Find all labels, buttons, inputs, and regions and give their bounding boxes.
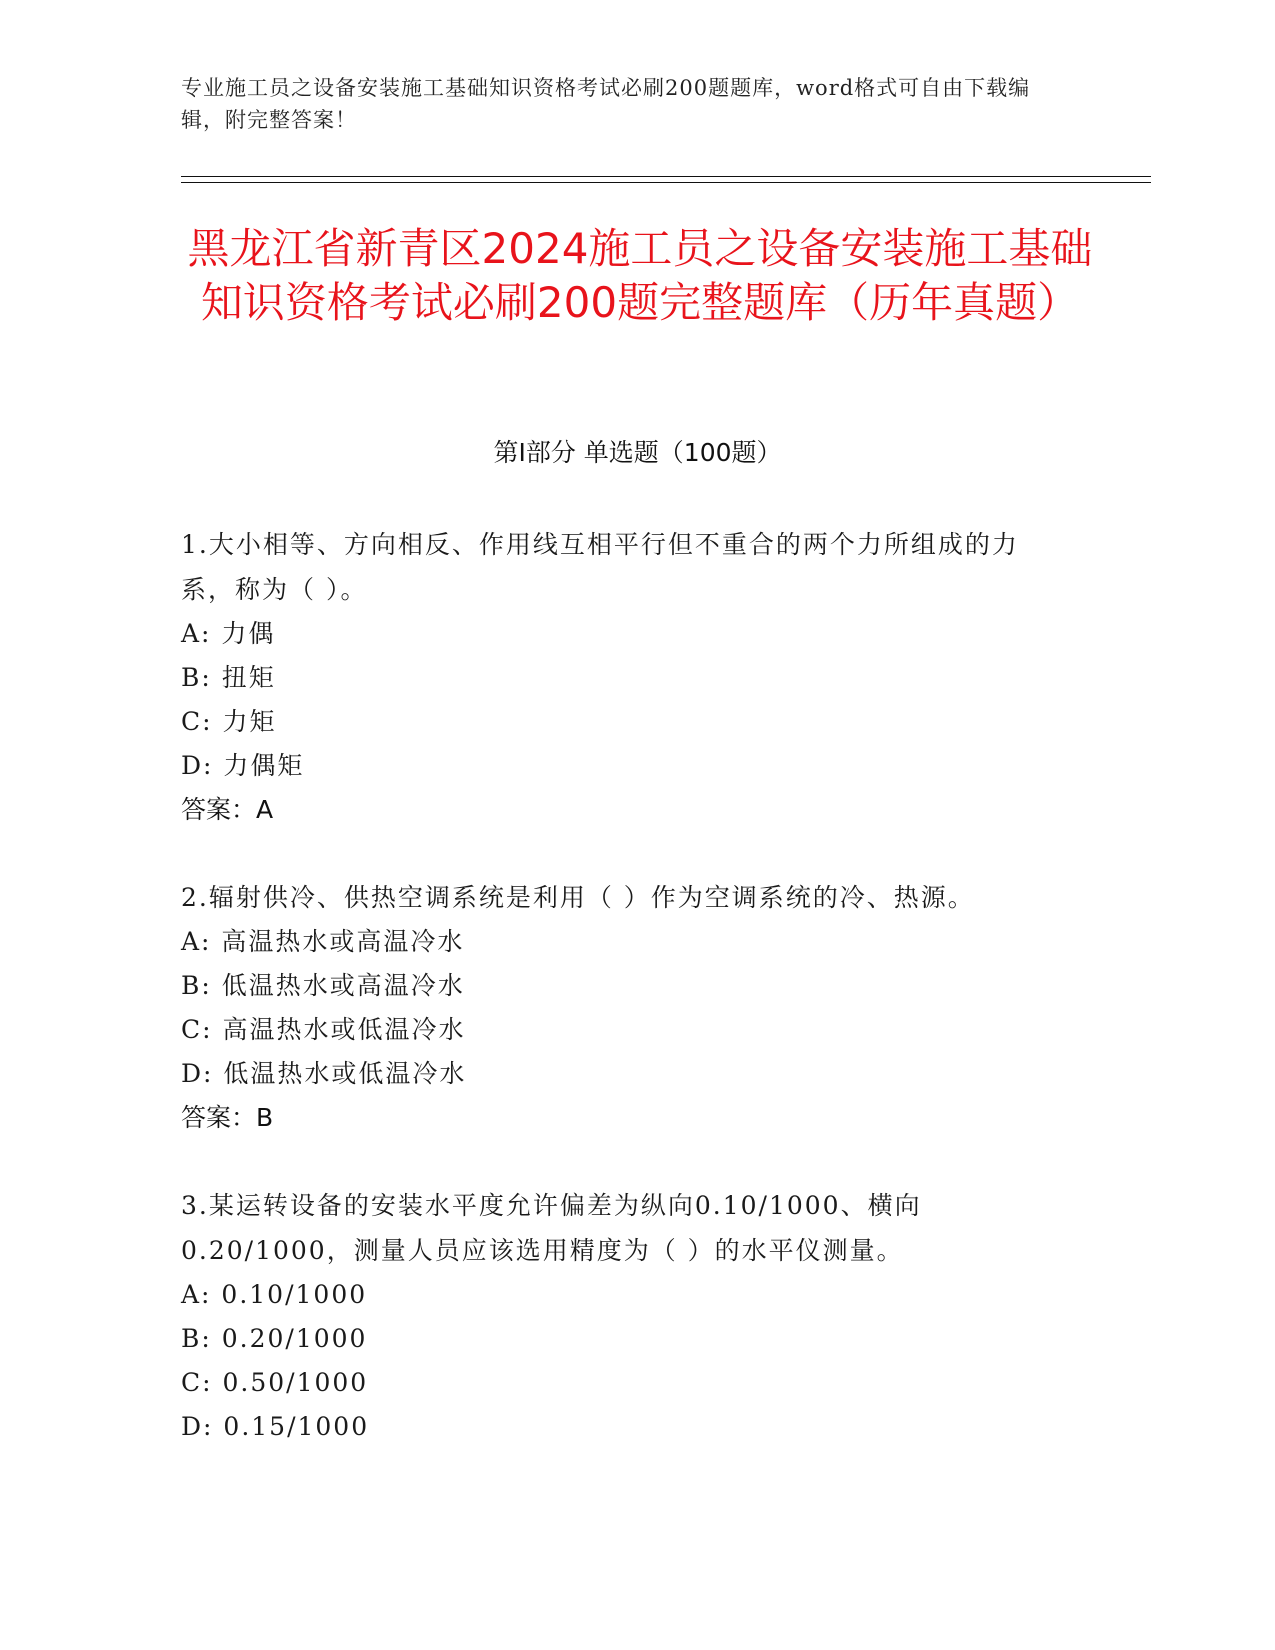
section-heading: 第Ⅰ部分 单选题（100题） — [493, 438, 782, 467]
question-list — [181, 522, 1061, 1492]
question-1 — [181, 522, 1061, 832]
header-divider-top — [181, 176, 1151, 177]
answer-line: 答案：B — [181, 1103, 274, 1132]
option-d: D: 低温热水或低温冷水 — [181, 1059, 467, 1088]
option-b: B: 低温热水或高温冷水 — [181, 971, 465, 1000]
option-b: B: 扭矩 — [181, 663, 276, 692]
option-a: A: 0.10/1000 — [181, 1280, 368, 1309]
option-c: C: 高温热水或低温冷水 — [181, 1015, 466, 1044]
option-b: B: 0.20/1000 — [181, 1324, 368, 1353]
header-divider-bottom — [181, 182, 1151, 183]
question-2 — [181, 875, 1061, 1140]
answer-line: 答案：A — [181, 795, 274, 824]
document-title: 黑龙江省新青区2024施工员之设备安装施工基础知识资格考试必刷200题完整题库（历年真题） — [187, 224, 1093, 327]
question-stem: 1.大小相等、方向相反、作用线互相平行但不重合的两个力所组成的力系，称为（ ）。 — [181, 530, 1019, 604]
option-d: D: 0.15/1000 — [181, 1412, 370, 1441]
option-c: C: 力矩 — [181, 707, 277, 736]
option-a: A: 高温热水或高温冷水 — [181, 927, 465, 956]
header-note: 专业施工员之设备安装施工基础知识资格考试必刷200题题库，word格式可自由下载编辑，附完整答案！ — [181, 76, 1031, 132]
option-a: A: 力偶 — [181, 619, 276, 648]
option-d: D: 力偶矩 — [181, 751, 305, 780]
question-stem: 2.辐射供冷、供热空调系统是利用（ ）作为空调系统的冷、热源。 — [181, 883, 975, 912]
question-3 — [181, 1183, 1061, 1449]
option-c: C: 0.50/1000 — [181, 1368, 369, 1397]
question-stem: 3.某运转设备的安装水平度允许偏差为纵向0.10/1000、横向0.20/1000，测量人员应该选用精度为（ ）的水平仪测量。 — [181, 1191, 922, 1265]
